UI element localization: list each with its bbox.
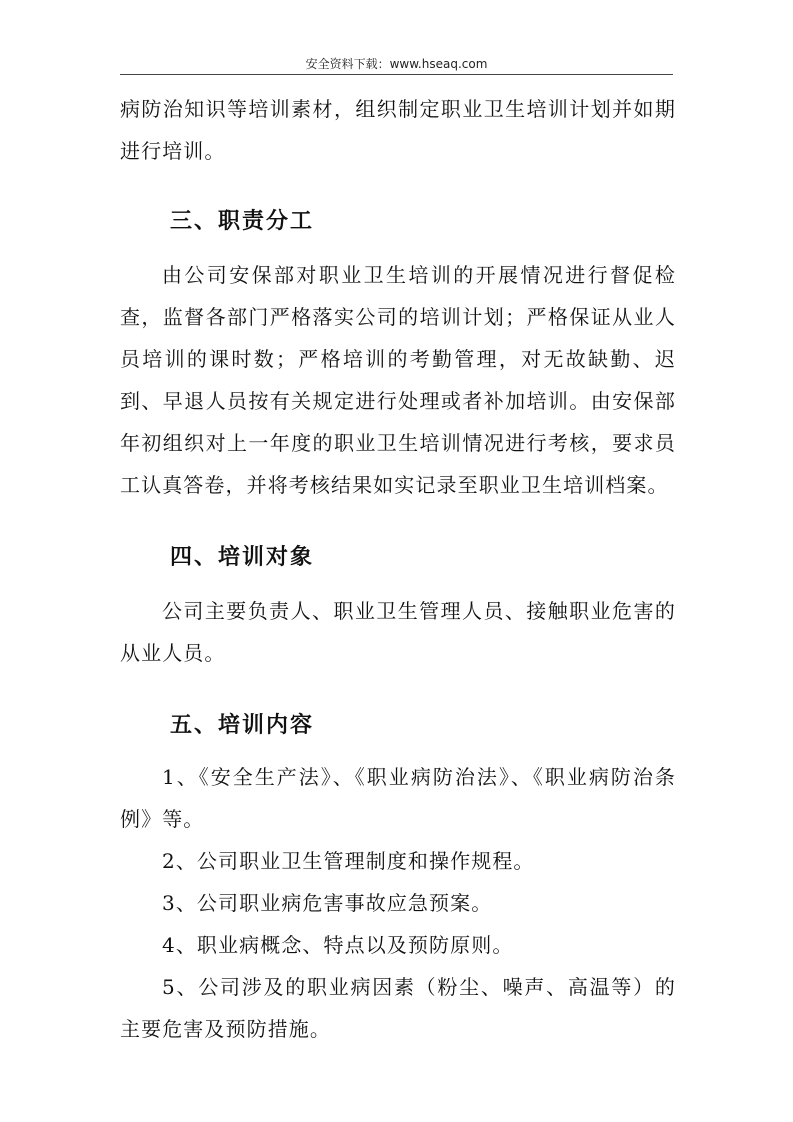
content-item-4: 4、职业病概念、特点以及预防原则。 xyxy=(162,933,514,957)
page-header-source: 安全资料下载：www.hseaq.com xyxy=(305,57,488,71)
content-item-3: 3、公司职业病危害事故应急预案。 xyxy=(162,891,493,915)
content-item-2: 2、公司职业卫生管理制度和操作规程。 xyxy=(162,849,535,873)
header-divider xyxy=(120,74,673,75)
section-heading-content: 五、培训内容 xyxy=(170,712,315,738)
section-heading-trainees: 四、培训对象 xyxy=(170,544,315,570)
responsibilities-paragraph: 由公司安保部对职业卫生培训的开展情况进行督促检查，监督各部门严格落实公司的培训计划；严格保证从业人员培训的课时数；严格培训的考勤管理，对无故缺勤、迟到、早退人员按有关规定进行处理或者补加培训。由安保部年初组织对上一年度的职业卫生培训情况进行考核，要求员工认真答卷，并将考核结果如实记录至职业卫生培训档案。 xyxy=(120,263,676,497)
section-heading-responsibilities: 三、职责分工 xyxy=(170,208,315,234)
intro-paragraph: 病防治知识等培训素材，组织制定职业卫生培训计划并如期进行培训。 xyxy=(120,97,676,163)
content-item-1: 1、《安全生产法》、《职业病防治法》、《职业病防治条例》等。 xyxy=(120,765,676,831)
document-body xyxy=(120,88,676,1050)
content-item-5: 5、公司涉及的职业病因素（粉尘、噪声、高温等）的主要危害及预防措施。 xyxy=(120,975,676,1041)
trainees-paragraph: 公司主要负责人、职业卫生管理人员、接触职业危害的从业人员。 xyxy=(120,599,676,665)
